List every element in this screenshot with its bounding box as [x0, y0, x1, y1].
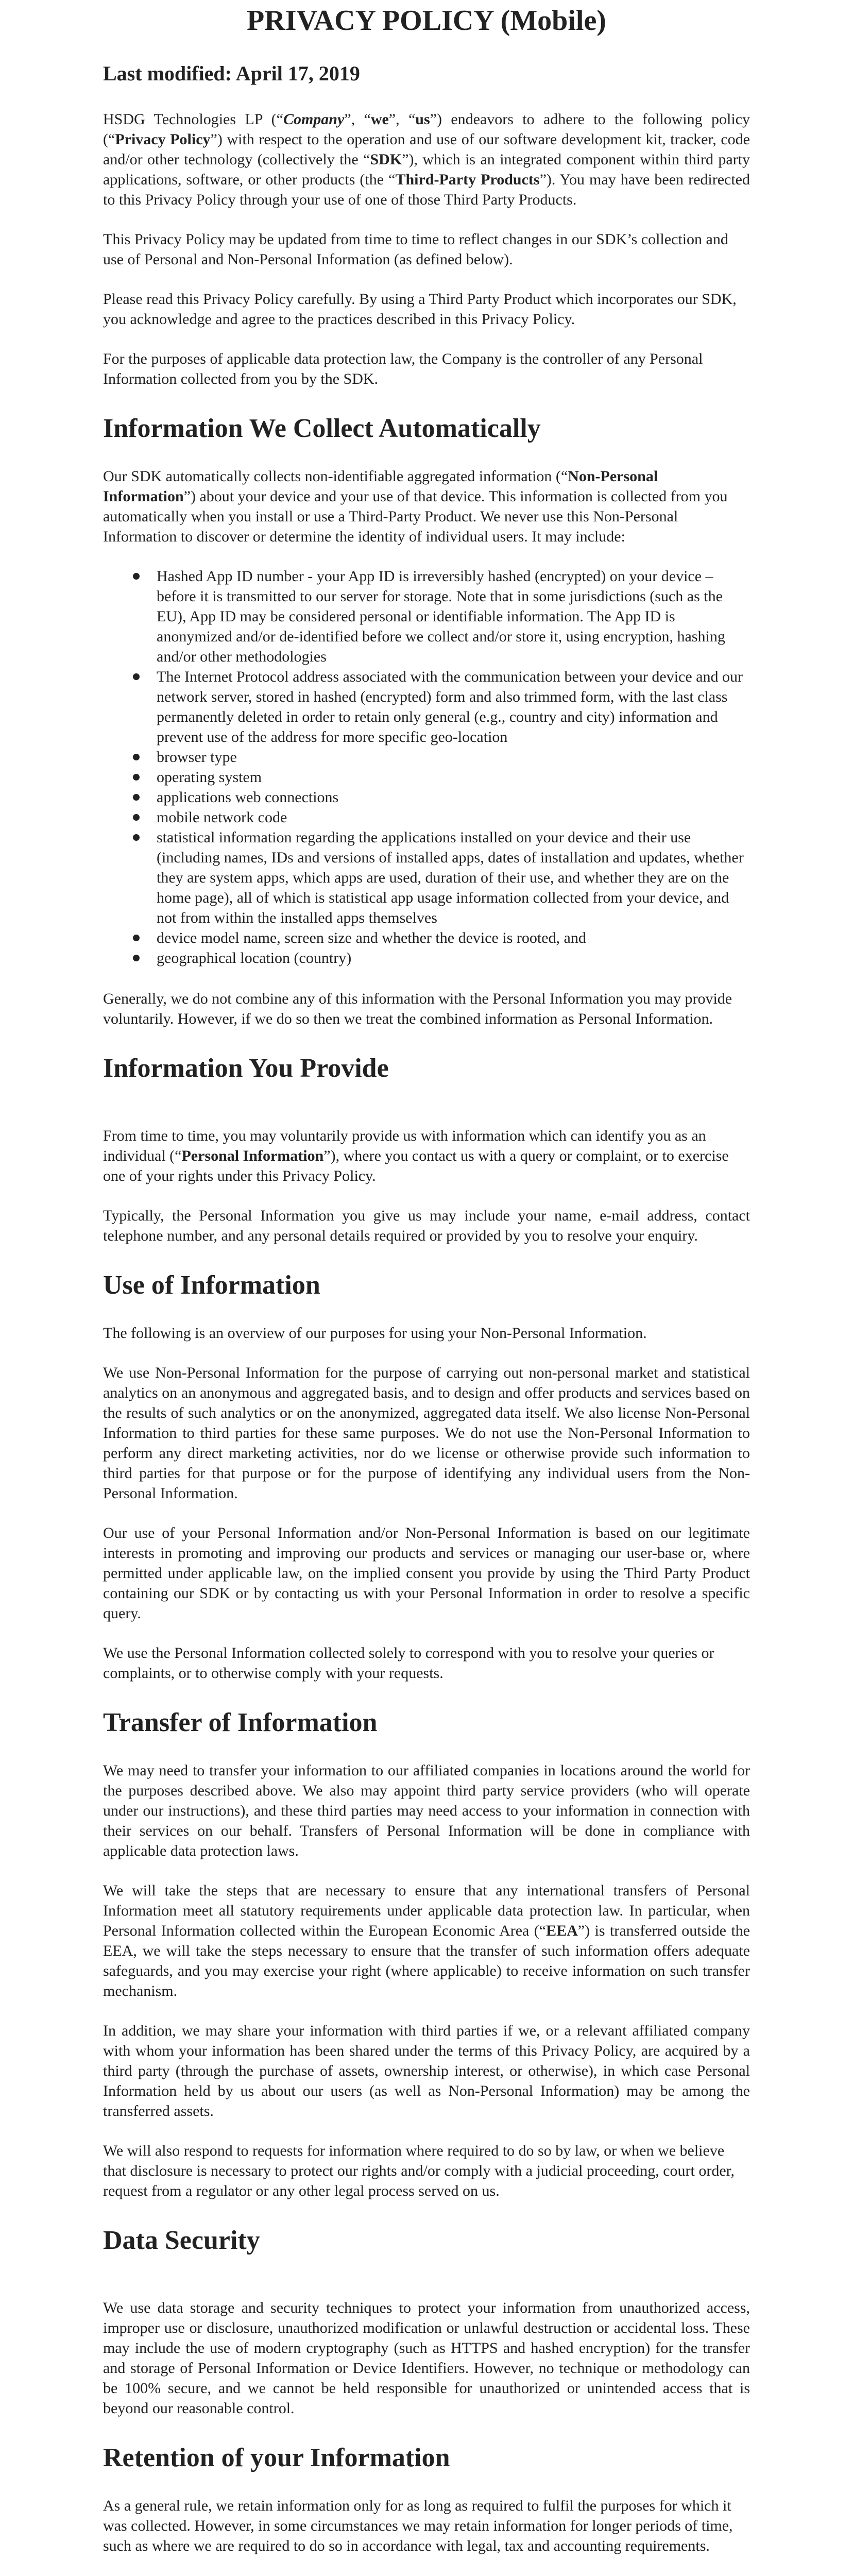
list-item: applications web connections — [157, 787, 750, 807]
bullet-icon — [133, 794, 140, 801]
list-item: device model name, screen size and whether the device is rooted, and — [157, 928, 750, 948]
bullet-icon — [133, 673, 140, 680]
list-item: statistical information regarding the applications installed on your device and their use (including names, IDs and versions of installed apps, dates of installation and updates, whether they are system apps, which apps are used, duration of their use, and whether they are on the home page), all of which is statistical app usage information collected from your device, and not from within the installed apps themselves — [157, 827, 750, 928]
you-provide-paragraph-2: Typically, the Personal Information you give us may include your name, e-mail address, contact telephone number, and any personal details required or provided by you to resolve your enquiry. — [103, 1207, 750, 1244]
intro-paragraph-4: For the purposes of applicable data protection law, the Company is the controller of any Personal Information collected from you by the SDK. — [103, 350, 703, 387]
section-heading-you-provide: Information You Provide — [103, 1054, 389, 1083]
bullet-icon — [133, 834, 140, 841]
intro-paragraph-2: This Privacy Policy may be updated from time to time to reflect changes in our SDK’s collection and use of Personal and Non-Personal Information (as defined below). — [103, 231, 728, 268]
bullet-icon — [133, 754, 140, 760]
intro-paragraph-1: HSDG Technologies LP (“Company”, “we”, “us”) endeavors to adhere to the following policy (“Privacy Policy”) with respect to the operation and use of our software development kit, tracker, code and/or other technology (collectively the “SDK”), which is an integrated component within third party applications, software, or other products (the “Third-Party Products”). You may have been redirected to this Privacy Policy through your use of one of those Third Party Products. — [103, 111, 750, 208]
transfer-paragraph-4: We will also respond to requests for information where required to do so by law, or when we believe that disclosure is necessary to protect our rights and/or comply with a judicial proceeding, court order, request from a regulator or any other legal process served on us. — [103, 2142, 735, 2199]
section-heading-security: Data Security — [103, 2226, 260, 2255]
use-paragraph-3: Our use of your Personal Information and/or Non-Personal Information is based on our legitimate interests in promoting and improving our products and services or managing our user-base or, where permitted under applicable law, on the implied consent you provide by using the Third Party Product containing our SDK or by contacting us with your Personal Information in order to resolve a specific query. — [103, 1524, 750, 1622]
page-title: PRIVACY POLICY (Mobile) — [247, 5, 606, 37]
section-heading-transfer: Transfer of Information — [103, 1708, 378, 1737]
bullet-icon — [133, 955, 140, 961]
security-paragraph-1: We use data storage and security techniques to protect your information from unauthorized access, improper use or disclosure, unauthorized modification or unlawful destruction or accidental loss. These may include the use of modern cryptography (such as HTTPS and hashed encryption) for the transfer and storage of Personal Information or Device Identifiers. However, no technique or methodology can be 100% secure, and we cannot be held responsible for unauthorized or unintended access that is beyond our reasonable control. — [103, 2299, 750, 2417]
auto-collect-list — [103, 566, 750, 968]
section-heading-use: Use of Information — [103, 1270, 320, 1300]
use-paragraph-1: The following is an overview of our purposes for using your Non-Personal Information. — [103, 1325, 647, 1342]
retention-paragraph-1: As a general rule, we retain information only for as long as required to fulfil the purposes for which it was collected. However, in some circumstances we may retain information for longer periods of time, such as where we are required to do so in accordance with legal, tax and accounting requirements. — [103, 2497, 733, 2554]
last-modified-date: Last modified: April 17, 2019 — [103, 62, 360, 85]
list-item: operating system — [157, 767, 750, 787]
transfer-paragraph-1: We may need to transfer your information to our affiliated companies in locations around the world for the purposes described above. We also may appoint third party service providers (who will operate under our instructions), and these third parties may need access to your information in connection with their services on our behalf. Transfers of Personal Information will be done in compliance with applicable data protection laws. — [103, 1762, 750, 1859]
bullet-icon — [133, 935, 140, 941]
bullet-icon — [133, 573, 140, 580]
list-item: Hashed App ID number - your App ID is irreversibly hashed (encrypted) on your device – before it is transmitted to our server for storage. Note that in some jurisdictions (such as the EU), App ID may be considered personal or identifiable information. The App ID is anonymized and/or de-identified before we collect and/or store it, using encryption, hashing and/or other methodologies — [157, 566, 750, 667]
auto-collect-paragraph-1: Our SDK automatically collects non-identifiable aggregated information (“Non-Personal Information”) about your device and your use of that device. This information is collected from you automatically when you install or use a Third-Party Product. We never use this Non-Personal Information to discover or determine the identity of individual users. It may include: — [103, 468, 728, 545]
transfer-paragraph-3: In addition, we may share your information with third parties if we, or a relevant affiliated company with whom your information has been shared under the terms of this Privacy Policy, are acquired by a third party (through the purchase of assets, ownership interest, or otherwise), in which case Personal Information held by us about our users (as well as Non-Personal Information) may be among the transferred assets. — [103, 2022, 750, 2120]
transfer-paragraph-2: We will take the steps that are necessary to ensure that any international transfers of Personal Information meet all statutory requirements under applicable data protection law. In particular, when Personal Information collected within the European Economic Area (“EEA”) is transferred outside the EEA, we will take the steps necessary to ensure that the transfer of such information offers adequate safeguards, and you may exercise your right (where applicable) to receive information on such transfer mechanism. — [103, 1882, 750, 1999]
list-item: The Internet Protocol address associated with the communication between your device and our network server, stored in hashed (encrypted) form and also trimmed form, with the last class permanently deleted in order to retain only general (e.g., country and city) information and prevent use of the address for more specific geo-location — [157, 667, 750, 747]
auto-collect-paragraph-2: Generally, we do not combine any of this information with the Personal Information you may provide voluntarily. However, if we do so then we treat the combined information as Personal Information. — [103, 990, 732, 1027]
intro-paragraph-3: Please read this Privacy Policy carefully. By using a Third Party Product which incorporates our SDK, you acknowledge and agree to the practices described in this Privacy Policy. — [103, 291, 737, 328]
list-item: geographical location (country) — [157, 948, 750, 968]
use-paragraph-4: We use the Personal Information collected solely to correspond with you to resolve your queries or complaints, or to otherwise comply with your requests. — [103, 1645, 714, 1682]
list-item: mobile network code — [157, 807, 750, 827]
bullet-icon — [133, 814, 140, 821]
you-provide-paragraph-1: From time to time, you may voluntarily provide us with information which can identify you as an individual (“Personal Information”), where you contact us with a query or complaint, or to exercise one of your rights under this Privacy Policy. — [103, 1127, 729, 1184]
list-item: browser type — [157, 747, 750, 767]
section-heading-retention: Retention of your Information — [103, 2443, 450, 2472]
bullet-icon — [133, 774, 140, 781]
use-paragraph-2: We use Non-Personal Information for the purpose of carrying out non-personal market and statistical analytics on an anonymous and aggregated basis, and to design and offer products and services based on the results of such analytics or on the anonymized, aggregated data itself. We also license Non-Personal Information to third parties for these same purposes. We do not use the Non-Personal Information to perform any direct marketing activities, nor do we license or otherwise provide such information to third parties for that purpose or for the purpose of identifying any individual users from the Non-Personal Information. — [103, 1364, 750, 1502]
section-heading-auto-collect: Information We Collect Automatically — [103, 414, 541, 443]
